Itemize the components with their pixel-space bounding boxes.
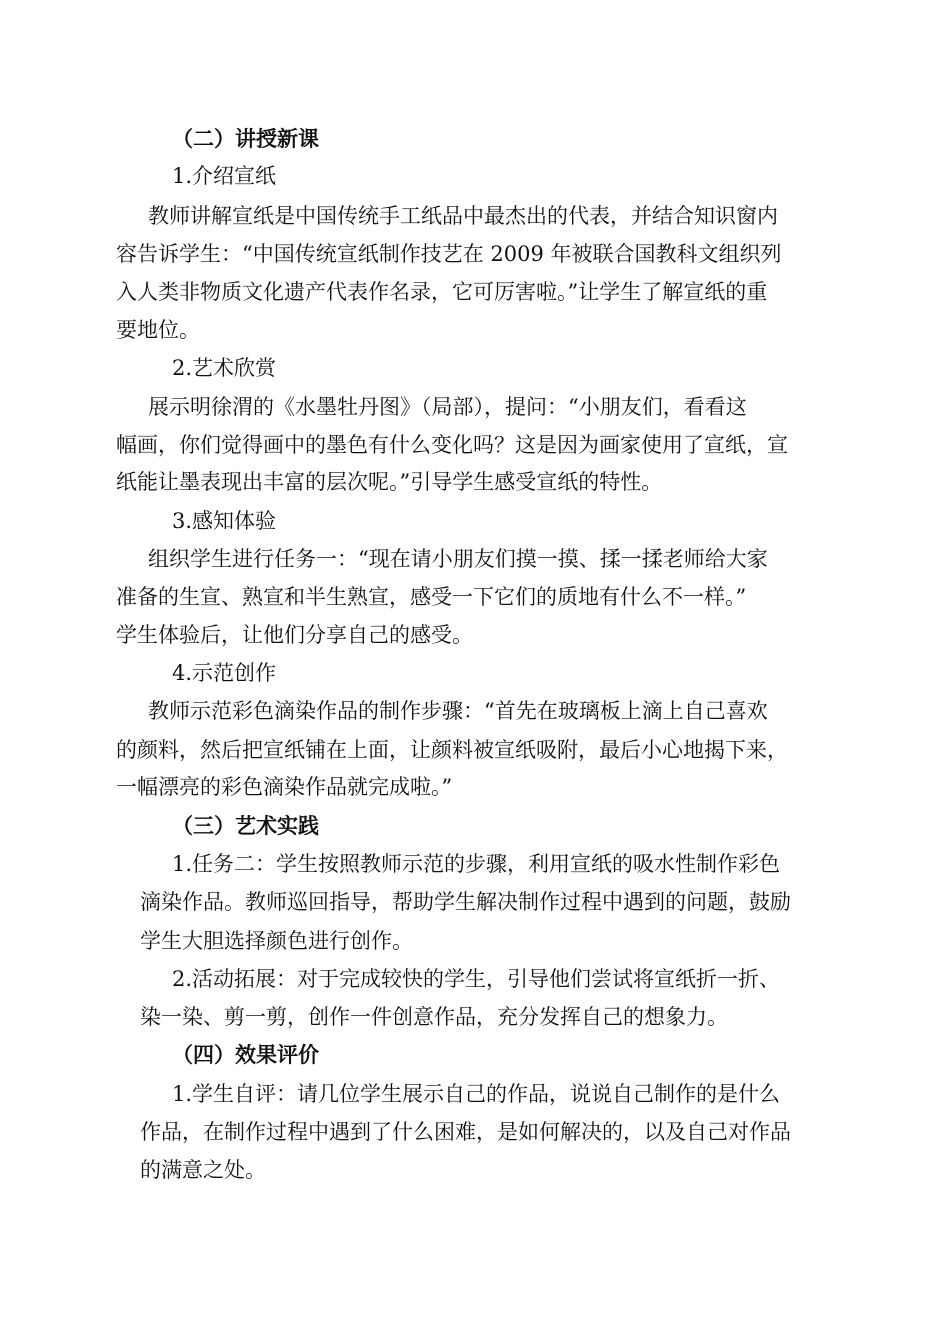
paragraph-line: 的满意之处。 bbox=[140, 1158, 266, 1182]
section-heading-practice: （三）艺术实践 bbox=[172, 813, 319, 838]
paragraph-line: 1.任务二：学生按照教师示范的步骤，利用宣纸的吸水性制作彩色 bbox=[172, 852, 781, 876]
paragraph-line: 幅画，你们觉得画中的墨色有什么变化吗？这是因为画家使用了宣纸，宣 bbox=[116, 433, 788, 457]
paragraph-line: 一幅漂亮的彩色滴染作品就完成啦。” bbox=[116, 775, 453, 799]
paragraph-line: 2.活动拓展：对于完成较快的学生，引导他们尝试将宣纸折一折、 bbox=[172, 967, 781, 991]
item-title-art-appreciation: 2.艺术欣赏 bbox=[172, 356, 277, 380]
paragraph-line: 染一染、剪一剪，创作一件创意作品，充分发挥自己的想象力。 bbox=[140, 1005, 728, 1029]
paragraph-line: 学生体验后，让他们分享自己的感受。 bbox=[116, 623, 473, 647]
paragraph-line: 的颜料，然后把宣纸铺在上面，让颜料被宣纸吸附，最后小心地揭下来， bbox=[116, 738, 788, 762]
paragraph-line: 教师示范彩色滴染作品的制作步骤：“首先在玻璃板上滴上自己喜欢 bbox=[148, 699, 768, 723]
paragraph-line: 1.学生自评：请几位学生展示自己的作品，说说自己制作的是什么 bbox=[172, 1082, 781, 1106]
section-heading-evaluation: （四）效果评价 bbox=[172, 1042, 319, 1067]
section-heading-teaching: （二）讲授新课 bbox=[172, 126, 319, 151]
item-title-intro-paper: 1.介绍宣纸 bbox=[172, 164, 277, 188]
item-title-demonstration: 4.示范创作 bbox=[172, 661, 277, 685]
paragraph-line: 教师讲解宣纸是中国传统手工纸品中最杰出的代表，并结合知识窗内 bbox=[148, 204, 778, 228]
paragraph-line: 展示明徐渭的《水墨牡丹图》（局部），提问：“小朋友们，看看这 bbox=[148, 395, 747, 419]
paragraph-line: 入人类非物质文化遗产代表作名录，它可厉害啦。”让学生了解宣纸的重 bbox=[116, 280, 768, 304]
paragraph-line: 组织学生进行任务一：“现在请小朋友们摸一摸、揉一揉老师给大家 bbox=[148, 547, 768, 571]
paragraph-line: 滴染作品。教师巡回指导，帮助学生解决制作过程中遇到的问题，鼓励 bbox=[140, 890, 791, 914]
paragraph-line: 作品，在制作过程中遇到了什么困难，是如何解决的，以及自己对作品 bbox=[140, 1120, 791, 1144]
paragraph-line: 学生大胆选择颜色进行创作。 bbox=[140, 929, 413, 953]
paragraph-line: 要地位。 bbox=[116, 318, 200, 342]
paragraph-line: 纸能让墨表现出丰富的层次呢。”引导学生感受宣纸的特性。 bbox=[116, 470, 663, 494]
paragraph-line: 容告诉学生：“中国传统宣纸制作技艺在 2009 年被联合国教科文组织列 bbox=[116, 242, 782, 266]
paragraph-line: 准备的生宣、熟宣和半生熟宣，感受一下它们的质地有什么不一样。” bbox=[116, 585, 747, 609]
item-title-perception: 3.感知体验 bbox=[172, 509, 277, 533]
